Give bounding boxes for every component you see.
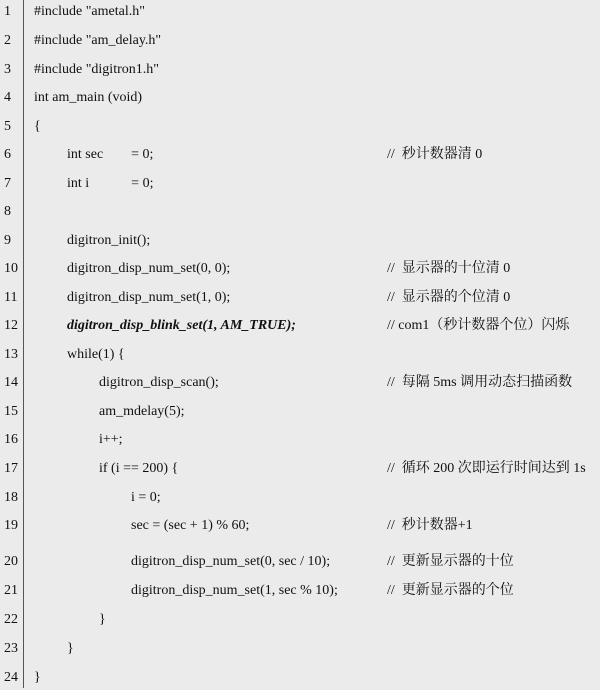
code-comment: // com1（秒计数器个位）闪烁: [387, 318, 570, 333]
line-number: 7: [4, 176, 11, 191]
code-text: sec = (sec + 1) % 60;: [131, 518, 250, 533]
line-number: 9: [4, 233, 11, 248]
line-number: 17: [4, 461, 18, 476]
code-text: digitron_disp_num_set(1, sec % 10);: [131, 583, 338, 598]
code-text: int sec = 0;: [67, 147, 154, 162]
line-number: 5: [4, 119, 11, 134]
code-line: [0, 550, 600, 574]
line-number: 21: [4, 583, 18, 598]
code-line: [0, 86, 600, 110]
code-text: }: [34, 670, 41, 685]
code-line: [0, 400, 600, 424]
code-text: }: [67, 641, 74, 656]
line-number: 14: [4, 375, 18, 390]
code-line: [0, 428, 600, 452]
code-text: digitron_disp_num_set(1, 0);: [67, 290, 231, 305]
line-number: 24: [4, 670, 18, 685]
code-line: [0, 666, 600, 690]
line-number: 13: [4, 347, 18, 362]
code-line: [0, 172, 600, 196]
code-comment: // 更新显示器的十位: [387, 554, 514, 569]
line-number: 1: [4, 4, 11, 19]
line-number: 10: [4, 261, 18, 276]
code-line: [0, 29, 600, 53]
code-line: [0, 486, 600, 510]
code-text: int i = 0;: [67, 176, 154, 191]
code-text: digitron_disp_scan();: [99, 375, 219, 390]
code-text: if (i == 200) {: [99, 461, 179, 476]
code-line: [0, 314, 600, 338]
code-text: #include "am_delay.h": [34, 33, 162, 48]
code-line: [0, 115, 600, 139]
code-line: [0, 0, 600, 24]
code-line: [0, 200, 600, 224]
code-comment: // 更新显示器的个位: [387, 583, 514, 598]
code-comment: // 循环 200 次即运行时间达到 1s: [387, 461, 586, 476]
code-line: [0, 579, 600, 603]
code-line: [0, 286, 600, 310]
code-text: }: [99, 612, 106, 627]
code-text: digitron_init();: [67, 233, 151, 248]
line-number: 23: [4, 641, 18, 656]
code-text: int am_main (void): [34, 90, 143, 105]
code-line: [0, 58, 600, 82]
code-text: {: [34, 119, 41, 134]
line-number: 4: [4, 90, 11, 105]
code-text: digitron_disp_num_set(0, sec / 10);: [131, 554, 331, 569]
line-number: 8: [4, 204, 11, 219]
code-line: [0, 229, 600, 253]
line-number: 3: [4, 62, 11, 77]
code-line: [0, 257, 600, 281]
line-number: 18: [4, 490, 18, 505]
code-line: [0, 514, 600, 538]
code-text: am_mdelay(5);: [99, 404, 185, 419]
code-comment: // 每隔 5ms 调用动态扫描函数: [387, 375, 573, 390]
code-comment: // 显示器的个位清 0: [387, 290, 511, 305]
line-number: 22: [4, 612, 18, 627]
code-text: i = 0;: [131, 490, 161, 505]
line-number: 20: [4, 554, 18, 569]
code-line: [0, 637, 600, 661]
code-text: i++;: [99, 432, 123, 447]
code-text: digitron_disp_blink_set(1, AM_TRUE);: [67, 318, 296, 333]
code-text: while(1) {: [67, 347, 125, 362]
line-number: 12: [4, 318, 18, 333]
code-line: [0, 608, 600, 632]
line-number: 6: [4, 147, 11, 162]
code-line: [0, 457, 600, 481]
code-text: #include "digitron1.h": [34, 62, 159, 77]
code-text: #include "ametal.h": [34, 4, 145, 19]
line-number: 19: [4, 518, 18, 533]
line-number: 11: [4, 290, 18, 305]
line-number: 16: [4, 432, 18, 447]
line-number: 15: [4, 404, 18, 419]
code-comment: // 秒计数器清 0: [387, 147, 483, 162]
code-comment: // 显示器的十位清 0: [387, 261, 511, 276]
code-comment: // 秒计数器+1: [387, 518, 473, 533]
code-line: [0, 143, 600, 167]
line-number: 2: [4, 33, 11, 48]
code-line: [0, 343, 600, 367]
code-line: [0, 371, 600, 395]
code-text: digitron_disp_num_set(0, 0);: [67, 261, 231, 276]
